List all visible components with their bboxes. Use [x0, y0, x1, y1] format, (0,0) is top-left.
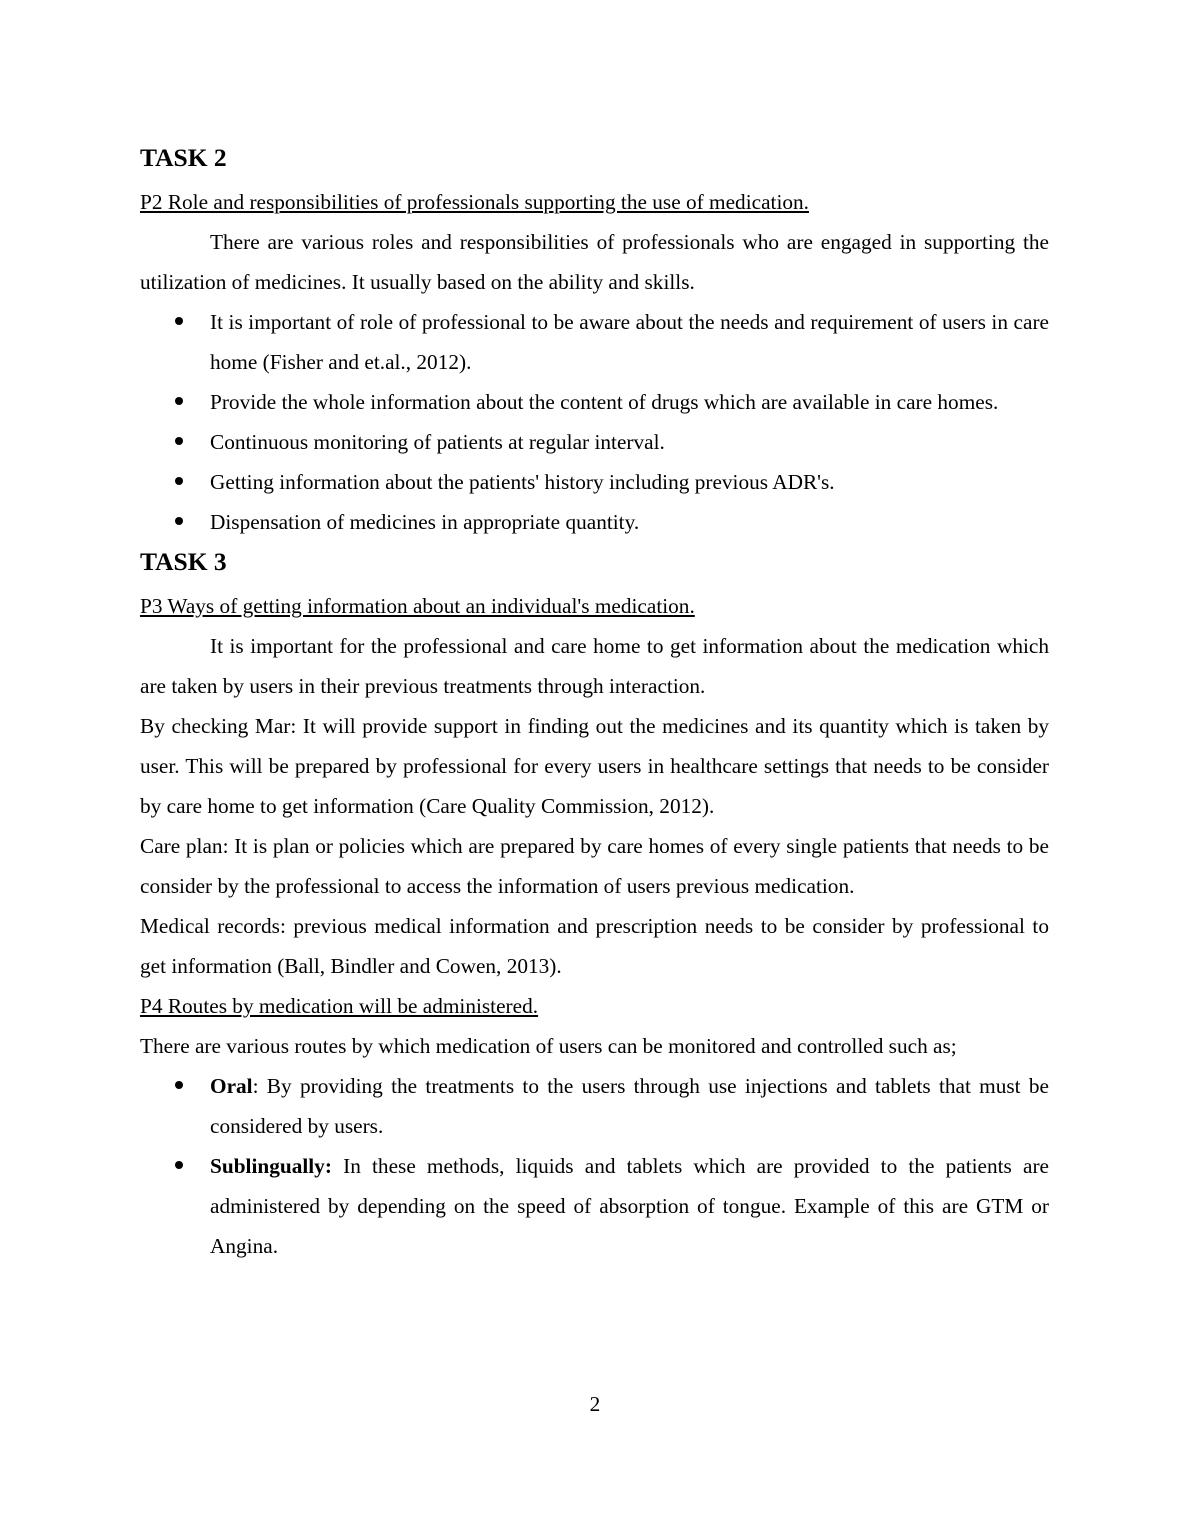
bullet-icon — [175, 477, 183, 485]
task3-heading: TASK 3 — [140, 547, 227, 576]
document-page — [140, 138, 1049, 1266]
list-item — [140, 502, 1049, 542]
list-item — [140, 422, 1049, 462]
task2-intro-paragraph: There are various roles and responsibilities of professionals who are engaged in supporting the utilization of medicines. It usually based on the ability and skills. — [140, 230, 1049, 294]
list-item-text: Dispensation of medicines in appropriate quantity. — [210, 510, 640, 534]
care-plan-paragraph: Care plan: It is plan or policies which are prepared by care homes of every single patients that needs to be consider by the professional to access the information of users previous medication. — [140, 834, 1049, 898]
bullet-icon — [175, 437, 183, 445]
routes-bullet-list — [140, 1066, 1049, 1266]
medical-records-paragraph: Medical records: previous medical information and prescription needs to be consider by professional to get information (Ball, Bindler and Cowen, 2013). — [140, 914, 1049, 978]
bullet-icon — [175, 1161, 183, 1169]
bullet-icon — [175, 317, 183, 325]
roles-bullet-list — [140, 302, 1049, 542]
page-number: 2 — [589, 1392, 601, 1416]
task3-intro-paragraph: It is important for the professional and care home to get information about the medication which are taken by users in their previous treatments through interaction. — [140, 634, 1049, 698]
list-item — [140, 462, 1049, 502]
p4-subheading: P4 Routes by medication will be administered. — [140, 994, 539, 1018]
route-term: Sublingually: — [210, 1154, 332, 1178]
bullet-icon — [175, 397, 183, 405]
route-term: Oral — [210, 1074, 253, 1098]
routes-intro-paragraph: There are various routes by which medication of users can be monitored and controlled such as; — [140, 1034, 957, 1058]
route-description: : By providing the treatments to the users through use injections and tablets that must be considered by users. — [210, 1074, 1049, 1138]
list-item — [140, 1066, 1049, 1146]
list-item — [140, 1146, 1049, 1266]
p2-subheading: P2 Role and responsibilities of professionals supporting the use of medication. — [140, 190, 809, 214]
list-item-text: It is important of role of professional to be aware about the needs and requirement of users in care home (Fisher and et.al., 2012). — [210, 310, 1049, 374]
p3-subheading: P3 Ways of getting information about an individual's medication. — [140, 594, 695, 618]
list-item — [140, 382, 1049, 422]
bullet-icon — [175, 517, 183, 525]
list-item-text: Provide the whole information about the content of drugs which are available in care homes. — [210, 390, 999, 414]
list-item-text: Getting information about the patients' history including previous ADR's. — [210, 470, 835, 494]
list-item — [140, 302, 1049, 382]
list-item-text: Continuous monitoring of patients at regular interval. — [210, 430, 665, 454]
mar-paragraph: By checking Mar: It will provide support in finding out the medicines and its quantity which is taken by user. This will be prepared by professional for every users in healthcare settings that needs to be consider by care home to get information (Care Quality Commission, 2012). — [140, 714, 1049, 818]
bullet-icon — [175, 1081, 183, 1089]
task2-heading: TASK 2 — [140, 143, 227, 172]
route-description: In these methods, liquids and tablets which are provided to the patients are administered by depending on the speed of absorption of tongue. Example of this are GTM or Angina. — [210, 1154, 1049, 1258]
